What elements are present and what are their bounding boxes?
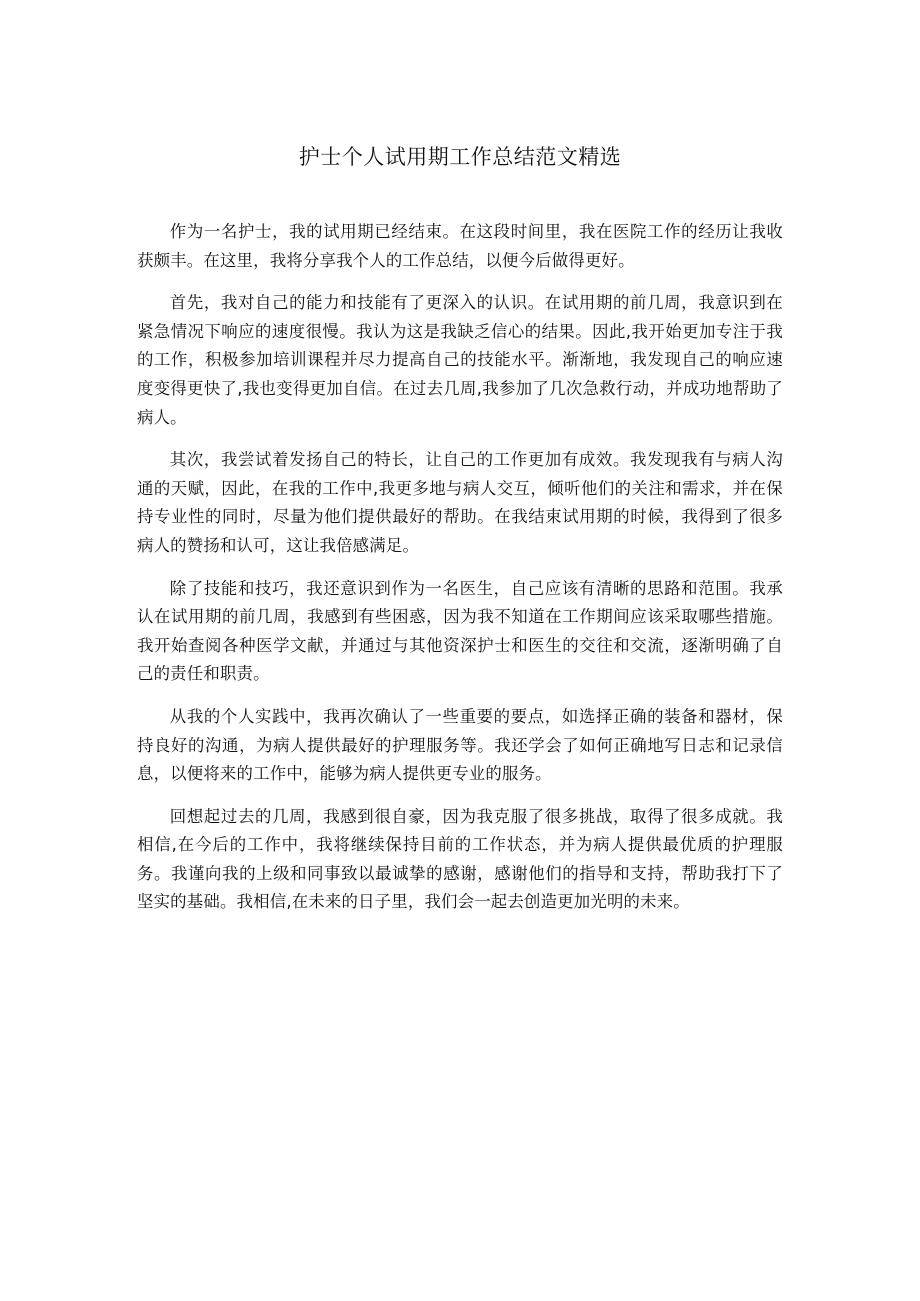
paragraph: 其次，我尝试着发扬自己的特长，让自己的工作更加有成效。我发现我有与病人沟通的天赋，因此，在我的工作中,我更多地与病人交互，倾听他们的关注和需求，并在保持专业性的同时，尽量为他们提供最好的帮助。在我结束试用期的时候，我得到了很多病人的赞扬和认可，这让我倍感满足。 <box>137 450 783 555</box>
paragraph: 首先，我对自己的能力和技能有了更深入的认识。在试用期的前几周，我意识到在紧急情况下响应的速度很慢。我认为这是我缺乏信心的结果。因此,我开始更加专注于我的工作，积极参加培训课程并尽力提高自己的技能水平。渐渐地，我发现自己的响应速度变得更快了,我也变得更加自信。在过去几周,我参加了几次急救行动，并成功地帮助了病人。 <box>137 293 783 427</box>
paragraph: 作为一名护士，我的试用期已经结束。在这段时间里，我在医院工作的经历让我收获颇丰。在这里，我将分享我个人的工作总结，以便今后做得更好。 <box>137 222 783 270</box>
document-title: 护士个人试用期工作总结范文精选 <box>298 145 622 169</box>
paragraph: 从我的个人实践中，我再次确认了一些重要的要点，如选择正确的装备和器材，保持良好的沟通，为病人提供最好的护理服务等。我还学会了如何正确地写日志和记录信息，以便将来的工作中，能够为病人提供更专业的服务。 <box>137 706 783 784</box>
paragraph: 除了技能和技巧，我还意识到作为一名医生，自己应该有清晰的思路和范围。我承认在试用期的前几周，我感到有些困惑，因为我不知道在工作期间应该采取哪些措施。我开始查阅各种医学文献，并通过与其他资深护士和医生的交往和交流，逐渐明确了自己的责任和职责。 <box>137 578 783 684</box>
paragraph: 回想起过去的几周，我感到很自豪，因为我克服了很多挑战，取得了很多成就。我相信,在今后的工作中，我将继续保持目前的工作状态，并为病人提供最优质的护理服务。我谨向我的上级和同事致以最诚挚的感谢，感谢他们的指导和支持，帮助我打下了坚实的基础。我相信,在未来的日子里，我们会一起去创造更加光明的未来。 <box>137 806 783 912</box>
document-body <box>137 218 783 931</box>
